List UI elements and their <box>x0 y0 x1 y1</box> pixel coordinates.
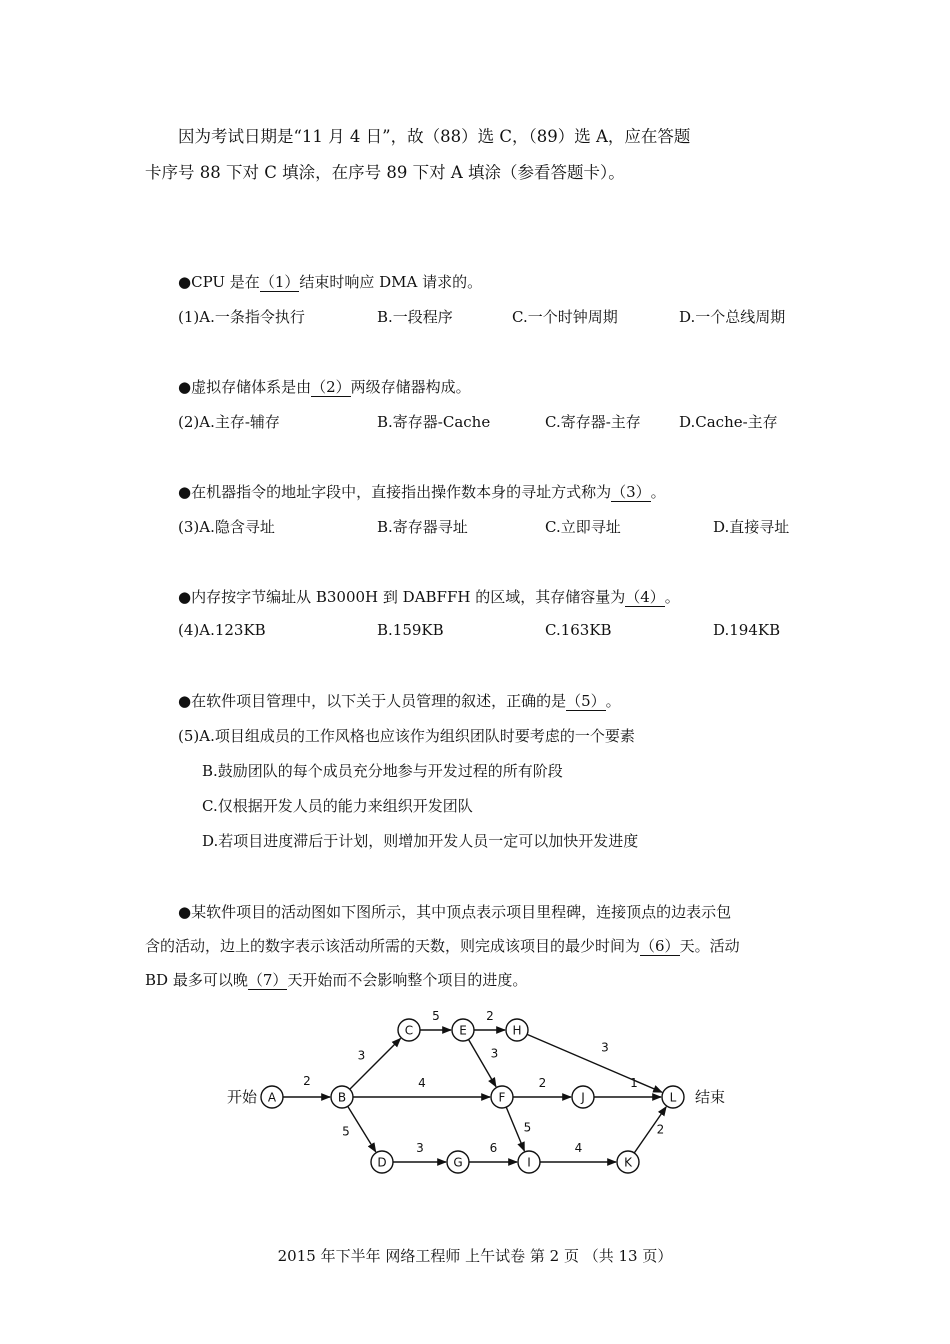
q6-line-3 <box>145 963 813 997</box>
node-E <box>452 1019 474 1041</box>
node-label-E: E <box>459 1023 467 1038</box>
q6-stem: 含的活动，边上的数字表示该活动所需的天数，则完成该项目的最少时间为 <box>145 937 641 955</box>
q3-option-c: C.立即寻址 <box>545 518 621 536</box>
q2-blank: （2） <box>311 378 351 396</box>
edge-label-E-H: 2 <box>486 1009 494 1023</box>
q1-option-b: B.一段程序 <box>377 308 453 326</box>
q2-option-c: C.寄存器-主存 <box>545 413 641 431</box>
intro-paragraph <box>145 119 813 191</box>
edge-label-C-E: 5 <box>432 1009 440 1023</box>
q3-option-b: B.寄存器寻址 <box>377 518 468 536</box>
node-A <box>261 1086 283 1108</box>
edge-label-H-L: 3 <box>601 1040 609 1055</box>
q1-stem-end: 结束时响应 DMA 请求的。 <box>299 273 483 291</box>
start-label: 开始 <box>227 1088 258 1106</box>
q1-option-d: D.一个总线周期 <box>679 308 786 326</box>
node-B <box>331 1086 353 1108</box>
q3-option-d: D.直接寻址 <box>713 518 790 536</box>
q1-stem: ●CPU 是在 <box>178 273 260 291</box>
q4-option-a: (4)A.123KB <box>178 621 266 639</box>
page-footer: 2015 年下半年 网络工程师 上午试卷 第 2 页 （共 13 页） <box>277 1247 673 1265</box>
q2-option-a: (2)A.主存-辅存 <box>178 413 280 431</box>
edge-B-D <box>348 1106 376 1151</box>
question-1 <box>178 271 482 292</box>
intro-line-2: 卡序号 88 下对 C 填涂，在序号 89 下对 A 填涂（参看答题卡）。 <box>145 163 625 182</box>
node-label-L: L <box>669 1090 677 1105</box>
edge-label-F-J: 2 <box>538 1076 547 1090</box>
node-label-G: G <box>453 1155 463 1170</box>
q4-option-b: B.159KB <box>377 621 444 639</box>
node-label-C: C <box>404 1023 414 1038</box>
edge-label-A-B: 2 <box>303 1074 311 1088</box>
question-2 <box>178 376 471 397</box>
question-6-7 <box>145 895 813 997</box>
node-label-J: J <box>581 1090 585 1105</box>
q5-option-a: (5)A.项目组成员的工作风格也应该作为组织团队时要考虑的一个要素 <box>178 727 635 745</box>
q1-option-a: (1)A.一条指令执行 <box>178 308 305 326</box>
node-D <box>371 1151 393 1173</box>
question-3 <box>178 481 666 502</box>
end-label: 结束 <box>695 1088 726 1106</box>
q4-option-d: D.194KB <box>713 621 781 639</box>
edge-label-J-L: 1 <box>630 1076 638 1090</box>
edge-H-L <box>527 1034 662 1092</box>
edge-label-B-D: 5 <box>342 1124 350 1139</box>
q4-stem: ●内存按字节编址从 B3000H 到 DABFFH 的区域，其存储容量为 <box>178 588 626 606</box>
edge-label-D-G: 3 <box>416 1141 424 1155</box>
q1-blank: （1） <box>259 273 300 291</box>
q5-stem-end: 。 <box>605 692 621 710</box>
q6-line-2 <box>145 929 813 963</box>
node-label-A: A <box>267 1090 277 1105</box>
q3-stem: ●在机器指令的地址字段中，直接指出操作数本身的寻址方式称为 <box>178 483 612 501</box>
q6-line-1: ●某软件项目的活动图如下图所示，其中顶点表示项目里程碑，连接顶点的边表示包 <box>178 903 732 921</box>
node-label-F: F <box>498 1090 506 1105</box>
node-K <box>617 1151 639 1173</box>
node-label-B: B <box>337 1090 347 1105</box>
node-J <box>572 1086 594 1108</box>
q5-option-c: C.仅根据开发人员的能力来组织开发团队 <box>202 797 473 815</box>
question-5 <box>178 690 621 711</box>
q3-blank: （3） <box>611 483 651 501</box>
q2-option-b: B.寄存器-Cache <box>377 413 491 431</box>
question-4 <box>178 586 680 607</box>
q5-stem: ●在软件项目管理中，以下关于人员管理的叙述，正确的是 <box>178 692 567 710</box>
node-I <box>518 1151 540 1173</box>
node-C <box>398 1019 420 1041</box>
q1-option-c: C.一个时钟周期 <box>512 308 618 326</box>
activity-network-diagram <box>0 1005 950 1205</box>
q4-blank: （4） <box>625 588 665 606</box>
q7-stem: BD 最多可以晚 <box>145 971 248 989</box>
q2-option-d: D.Cache-主存 <box>679 413 778 431</box>
node-G <box>447 1151 469 1173</box>
node-label-H: H <box>512 1023 522 1038</box>
edge-label-E-F: 3 <box>490 1046 499 1061</box>
q3-stem-end: 。 <box>650 483 666 501</box>
q2-stem-end: 两级存储器构成。 <box>350 378 471 396</box>
edge-B-C <box>350 1038 401 1089</box>
node-L <box>662 1086 684 1108</box>
edge-label-K-L: 2 <box>656 1122 665 1137</box>
q7-stem-end: 天开始而不会影响整个项目的进度。 <box>287 971 528 989</box>
q2-stem: ●虚拟存储体系是由 <box>178 378 312 396</box>
intro-line-1: 因为考试日期是“11 月 4 日”，故（88）选 C，（89）选 A，应在答题 <box>178 127 691 146</box>
node-H <box>506 1019 528 1041</box>
q4-option-c: C.163KB <box>545 621 612 639</box>
q5-blank: （5） <box>566 692 606 710</box>
edge-label-F-I: 5 <box>523 1120 532 1135</box>
edge-label-B-F: 4 <box>418 1076 426 1090</box>
q4-stem-end: 。 <box>664 588 680 606</box>
node-label-K: K <box>624 1155 632 1170</box>
q6-stem-end: 天。活动 <box>679 937 740 955</box>
edge-F-I <box>506 1107 524 1151</box>
node-label-I: I <box>527 1155 531 1170</box>
q7-blank: （7） <box>247 971 288 989</box>
edge-label-G-I: 6 <box>489 1141 498 1155</box>
q5-option-b: B.鼓励团队的每个成员充分地参与开发过程的所有阶段 <box>202 762 563 780</box>
edge-label-I-K: 4 <box>574 1141 583 1155</box>
q6-blank: （6） <box>640 937 680 955</box>
node-label-D: D <box>377 1155 387 1170</box>
node-F <box>491 1086 513 1108</box>
q5-option-d: D.若项目进度滞后于计划，则增加开发人员一定可以加快开发进度 <box>202 832 639 850</box>
q3-option-a: (3)A.隐含寻址 <box>178 518 275 536</box>
edge-label-B-C: 3 <box>357 1048 366 1063</box>
